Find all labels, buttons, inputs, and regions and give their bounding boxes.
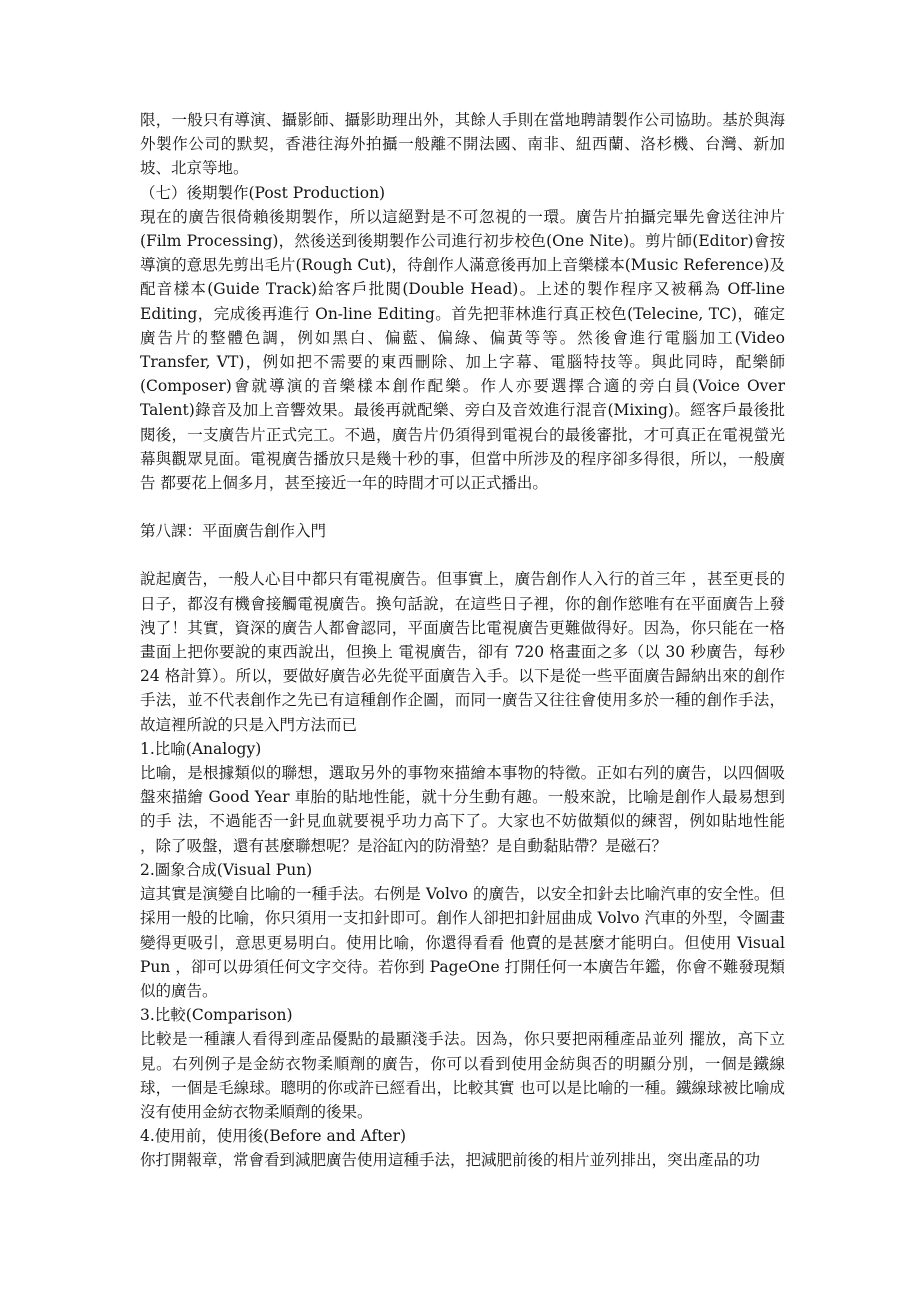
paragraph-visual-pun: 這其實是演變自比喻的一種手法。右例是 Volvo 的廣告，以安全扣針去比喻汽車的安全性。但採用一般的比喻，你只須用一支扣針即可。創作人卻把扣針屈曲成 Volvo 汽車的外型，令圖畫變得更吸引，意思更易明白。使用比喻，你還得看看 他賣的是甚麼才能明白。但使用 Visual Pun ，卻可以毋須任何文字交待。若你到 PageOne 打開任何一本廣告年鑑，你會不難發現類似的廣告。 — [140, 885, 785, 1000]
paragraph-comparison: 比較是一種讓人看得到產品優點的最顯淺手法。因為，你只要把兩種產品並列 擺放，高下立見。右列例子是金紡衣物柔順劑的廣告，你可以看到使用金紡與否的明顯分別，一個是鐵線球，一個是毛線球。聰明的你或許已經看出，比較其實 也可以是比喻的一種。鐵線球被比喻成沒有使用金紡衣物柔順劑的後果。 — [140, 1030, 785, 1121]
heading-comparison: 3.比較(Comparison) — [140, 1006, 293, 1025]
spacer — [140, 543, 785, 567]
heading-before-after: 4.使用前，使用後(Before and After) — [140, 1127, 407, 1146]
paragraph-overseas-shooting: 限，一般只有導演、攝影師、攝影助理出外，其餘人手則在當地聘請製作公司協助。基於與海外製作公司的默契，香港往海外拍攝一般離不開法國、南非、紐西蘭、洛杉機、台灣、新加坡、北京等地。 — [140, 111, 785, 178]
heading-post-production: （七）後期製作(Post Production) — [140, 183, 386, 202]
lesson-title: 第八課：平面廣告創作入門 — [140, 522, 327, 541]
document-page — [140, 108, 785, 1173]
paragraph-post-production: 現在的廣告很倚賴後期製作，所以這絕對是不可忽視的一環。廣告片拍攝完畢先會送往沖片(Film Processing)，然後送到後期製作公司進行初步校色(One Nite)。剪片師(Editor)會按導演的意思先剪出毛片(Rough Cut)，待創作人滿意後再加上音樂樣本(Music Reference)及配音樣本(Guide Track)給客戶批閱(Double Head)。上述的製作程序又被稱為 Off-line Editing，完成後再進行 On-line Editing。首先把菲林進行真正校色(Telecine, TC)，確定廣告片的整體色調，例如黑白、偏藍、偏綠、偏黃等等。然後會進行電腦加工(Video Transfer, VT)，例如把不需要的東西刪除、加上字幕、電腦特技等。與此同時，配樂師(Composer)會就導演的音樂樣本創作配樂。作人亦要選擇合適的旁白員(Voice Over Talent)錄音及加上音響效果。最後再就配樂、旁白及音效進行混音(Mixing)。經客戶最後批閱後，一支廣告片正式完工。不過，廣告片仍須得到電視台的最後審批，才可真正在電視螢光幕與觀眾見面。電視廣告播放只是幾十秒的事，但當中所涉及的程序卻多得很，所以，一般廣告 都要花上個多月，甚至接近一年的時間才可以正式播出。 — [140, 207, 785, 493]
paragraph-before-after: 你打開報章，常會看到減肥廣告使用這種手法，把減肥前後的相片並列排出，突出產品的功 — [140, 1151, 761, 1170]
heading-analogy: 1.比喻(Analogy) — [140, 739, 262, 758]
paragraph-print-ad-intro: 說起廣告，一般人心目中都只有電視廣告。但事實上，廣告創作人入行的首三年 ，甚至更長的日子，都沒有機會接觸電視廣告。換句話說，在這些日子裡，你的創作慾唯有在平面廣告上發洩了！其實，資深的廣告人都會認同，平面廣告比電視廣告更難做得好。因為，你只能在一格畫面上把你要說的東西說出，但換上 電視廣告，卻有 720 格畫面之多（以 30 秒廣告，每秒 24 格計算）。所以，要做好廣告必先從平面廣告入手。以下是從一些平面廣告歸納出來的創作手法，並不代表創作之先已有這種創作企圖，而同一廣告又往往會使用多於一種的創作手法， 故這裡所說的只是入門方法而已 — [140, 570, 785, 734]
spacer — [140, 495, 785, 519]
heading-visual-pun: 2.圖象合成(Visual Pun) — [140, 860, 313, 879]
paragraph-analogy: 比喻，是根據類似的聯想，選取另外的事物來描繪本事物的特徵。正如右列的廣告，以四個吸盤來描繪 Good Year 車胎的貼地性能，就十分生動有趣。一般來說，比喻是創作人最易想到的手 法，不過能否一針見血就要視乎功力高下了。大家也不妨做類似的練習，例如貼地性能 ，除了吸盤，還有甚麼聯想呢？是浴缸內的防滑墊？是自動黏貼帶？是磁石？ — [140, 764, 785, 855]
